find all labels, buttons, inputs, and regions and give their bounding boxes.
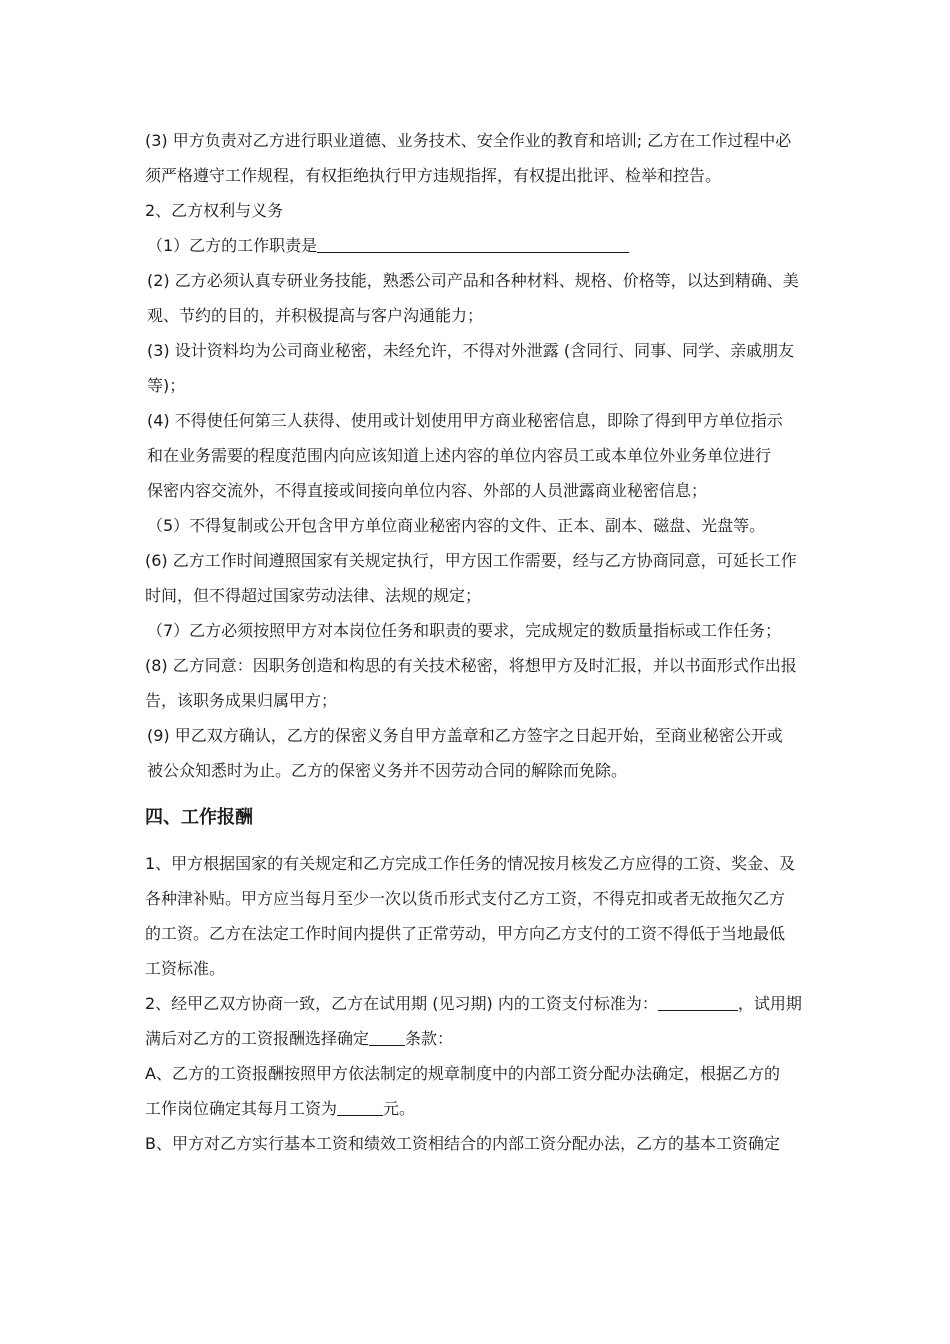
pay-option-b xyxy=(145,1126,810,1161)
text-line: 2、经甲乙双方协商一致，乙方在试用期 (见习期) 内的工资支付标准为： xyxy=(145,994,658,1013)
text-line: （5）不得复制或公开包含甲方单位商业秘密内容的文件、正本、副本、磁盘、光盘等。 xyxy=(147,516,766,535)
text-line: 各种津补贴。甲方应当每月至少一次以货币形式支付乙方工资，不得克扣或者无故拖欠乙方 xyxy=(145,889,786,908)
text-line: 的工资。乙方在法定工作时间内提供了正常劳动，甲方向乙方支付的工资不得低于当地最低 xyxy=(145,924,786,943)
text-line: 满后对乙方的工资报酬选择确定 xyxy=(145,1029,370,1048)
text-line: 被公众知悉时为止。乙方的保密义务并不因劳动合同的解除而免除。 xyxy=(147,761,628,780)
text-line: (4) 不得使任何第三人获得、使用或计划使用甲方商业秘密信息，即除了得到甲方单位指示 xyxy=(147,411,783,430)
duty-7 xyxy=(145,613,810,648)
section-2-title: 2、乙方权利与义务 xyxy=(145,201,284,220)
fill-in-blank[interactable] xyxy=(317,236,629,253)
text-line: B、甲方对乙方实行基本工资和绩效工资相结合的内部工资分配办法，乙方的基本工资确定 xyxy=(145,1134,780,1153)
fill-in-blank[interactable] xyxy=(337,1099,383,1116)
text-line: 等)； xyxy=(147,376,186,395)
text-line: 保密内容交流外，不得直接或间接向单位内容、外部的人员泄露商业秘密信息； xyxy=(147,481,708,500)
pay-clause-2 xyxy=(145,986,810,1056)
duty-5 xyxy=(145,508,810,543)
text-line: 观、节约的目的，并积极提高与客户沟通能力； xyxy=(147,306,484,325)
text-line: (6) 乙方工作时间遵照国家有关规定执行，甲方因工作需要，经与乙方协商同意，可延长工作 xyxy=(145,551,797,570)
text-line: (3) 甲方负责对乙方进行职业道德、业务技术、安全作业的教育和培训; 乙方在工作过程中必 xyxy=(145,131,792,150)
duty-2 xyxy=(145,263,810,333)
duty-8 xyxy=(145,648,810,718)
fill-in-blank[interactable] xyxy=(658,994,738,1011)
text-line: 时间，但不得超过国家劳动法律、法规的规定； xyxy=(145,586,482,605)
text-line: 和在业务需要的程度范围内向应该知道上述内容的单位内容员工或本单位外业务单位进行 xyxy=(147,446,772,465)
section-heading-4: 四、工作报酬 xyxy=(145,807,253,828)
document-body xyxy=(145,123,810,1161)
fill-in-blank[interactable] xyxy=(369,1029,405,1046)
pay-option-a xyxy=(145,1056,810,1126)
duty-3 xyxy=(145,333,810,403)
text-line: （7）乙方必须按照甲方对本岗位任务和职责的要求，完成规定的数质量指标或工作任务； xyxy=(147,621,782,640)
duty-1 xyxy=(145,228,810,263)
duty-6 xyxy=(145,543,810,613)
text-line: A、乙方的工资报酬按照甲方依法制定的规章制度中的内部工资分配办法确定，根据乙方的 xyxy=(145,1064,780,1083)
duty-9 xyxy=(145,718,810,788)
text-line: 1、甲方根据国家的有关规定和乙方完成工作任务的情况按月核发乙方应得的工资、奖金、及 xyxy=(145,854,796,873)
text-line: 告，该职务成果归属甲方； xyxy=(145,691,338,710)
pay-clause-1 xyxy=(145,846,810,986)
text-line: 条款： xyxy=(405,1029,454,1048)
text-line: (2) 乙方必须认真专研业务技能，熟悉公司产品和各种材料、规格、价格等，以达到精确、美 xyxy=(147,271,799,290)
text-line: 须严格遵守工作规程，有权拒绝执行甲方违规指挥，有权提出批评、检举和控告。 xyxy=(145,166,722,185)
duty-4 xyxy=(145,403,810,508)
text-line: (9) 甲乙双方确认，乙方的保密义务自甲方盖章和乙方签字之日起开始，至商业秘密公开或 xyxy=(147,726,783,745)
clause-3 xyxy=(145,123,810,193)
text-line: ，试用期 xyxy=(737,994,802,1013)
text-line: 工作岗位确定其每月工资为 xyxy=(145,1099,338,1118)
text-line: (8) 乙方同意：因职务创造和构思的有关技术秘密，将想甲方及时汇报，并以书面形式作出报 xyxy=(145,656,797,675)
text-line: （1）乙方的工作职责是 xyxy=(147,236,318,255)
text-line: 元。 xyxy=(383,1099,416,1118)
text-line: 工资标准。 xyxy=(145,959,226,978)
text-line: (3) 设计资料均为公司商业秘密，未经允许，不得对外泄露 (含同行、同事、同学、亲戚朋友 xyxy=(147,341,795,360)
